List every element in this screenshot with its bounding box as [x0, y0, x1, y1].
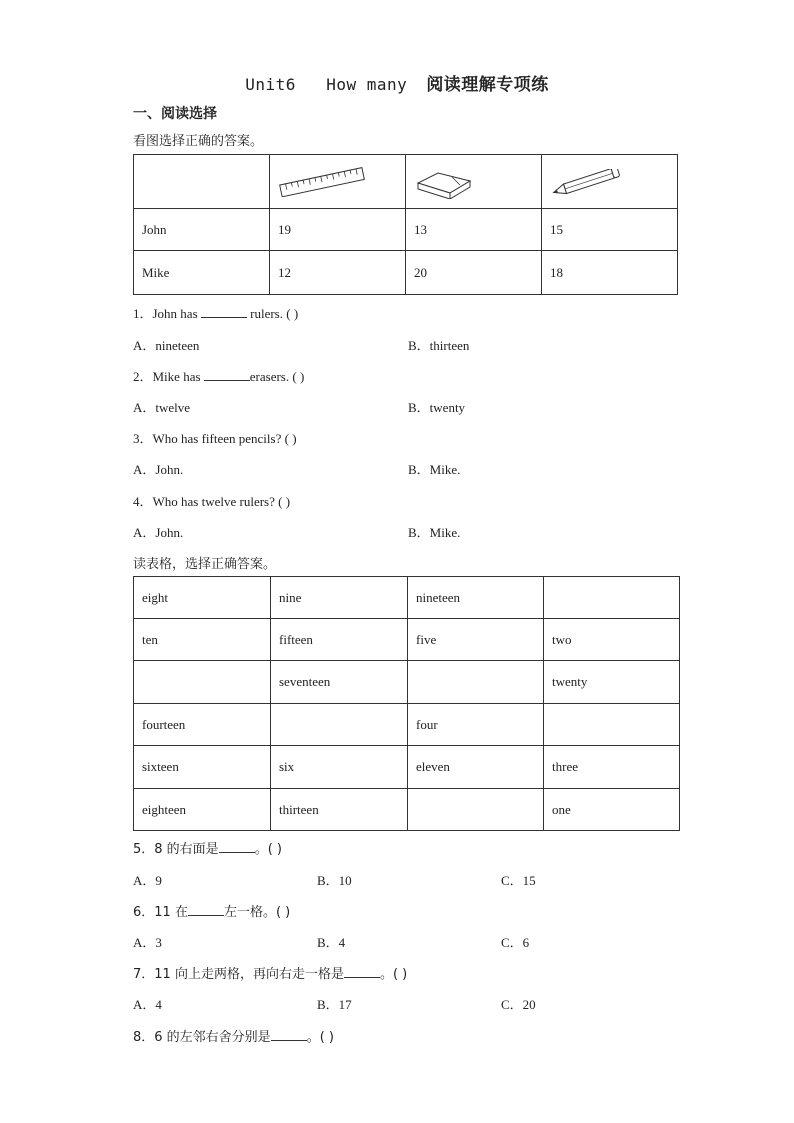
answer-blank[interactable]: [219, 841, 255, 853]
ruler-icon: [278, 167, 368, 197]
option-b[interactable]: B．17: [317, 997, 352, 1012]
option-a[interactable]: A．John.: [133, 525, 184, 540]
question-4: 4．Who has twelve rulers? ( ): [133, 494, 291, 509]
option-b[interactable]: B．Mike.: [408, 462, 461, 477]
table-row: [134, 704, 680, 746]
table-cell: [408, 789, 544, 831]
table-cell: four: [408, 704, 544, 746]
table-cell: John: [134, 209, 270, 251]
table-header-row: [134, 155, 678, 209]
table-cell: nineteen: [408, 577, 544, 619]
answer-blank[interactable]: [188, 904, 224, 916]
table-cell: eight: [134, 577, 271, 619]
option-a[interactable]: A．9: [133, 873, 162, 888]
answer-blank[interactable]: [344, 966, 380, 978]
table-cell: 12: [270, 251, 406, 295]
question-6: [133, 901, 290, 920]
question-text: 左一格。( ): [223, 905, 291, 920]
question-text: 。( ): [379, 967, 408, 982]
option-b[interactable]: B．twenty: [408, 400, 466, 415]
table-row: [134, 746, 680, 789]
table-cell: [406, 155, 542, 209]
table-cell: [134, 661, 271, 704]
table-cell: thirteen: [271, 789, 408, 831]
question-2: [133, 366, 304, 385]
table-cell: seventeen: [271, 661, 408, 704]
table-cell: 13: [406, 209, 542, 251]
table-cell: 20: [406, 251, 542, 295]
table-cell: [408, 661, 544, 704]
table-cell: eighteen: [134, 789, 271, 831]
pencil-icon: [550, 169, 622, 195]
table-cell: 19: [270, 209, 406, 251]
option-b[interactable]: B．10: [317, 873, 352, 888]
option-a[interactable]: A．twelve: [133, 400, 191, 415]
number-grid: [133, 576, 680, 831]
question-text: 。( ): [254, 842, 282, 857]
table-row: [134, 251, 678, 295]
table-cell: fourteen: [134, 704, 271, 746]
question-7: [133, 963, 407, 982]
option-b[interactable]: B．Mike.: [408, 525, 461, 540]
question-text: erasers. ( ): [249, 369, 305, 384]
table-cell: fifteen: [271, 619, 408, 661]
table-cell: nine: [271, 577, 408, 619]
section-heading: 一、阅读选择: [133, 106, 217, 122]
table-cell: sixteen: [134, 746, 271, 789]
answer-blank[interactable]: [201, 306, 247, 318]
question-text: 7．11 向上走两格，再向右走一格是: [133, 967, 344, 982]
question-text: 8．6 的左邻右舍分别是: [133, 1030, 271, 1045]
table-cell: five: [408, 619, 544, 661]
table-cell: ten: [134, 619, 271, 661]
table-cell: [544, 577, 680, 619]
table-cell: 15: [542, 209, 678, 251]
option-a[interactable]: A．nineteen: [133, 338, 200, 353]
part2-instruction: 读表格，选择正确答案。: [133, 557, 277, 572]
answer-blank[interactable]: [204, 369, 250, 381]
table-cell: six: [271, 746, 408, 789]
option-c[interactable]: C．15: [501, 873, 536, 888]
title-chinese: 阅读理解专项练: [426, 75, 549, 95]
table-cell: two: [544, 619, 680, 661]
table-cell: [544, 704, 680, 746]
table-cell: eleven: [408, 746, 544, 789]
title-english: Unit6 How many: [245, 75, 408, 94]
question-text: 1．John has: [133, 306, 198, 321]
table-cell: 18: [542, 251, 678, 295]
option-a[interactable]: A．3: [133, 935, 162, 950]
option-b[interactable]: B．4: [317, 935, 346, 950]
question-text: rulers. ( ): [250, 306, 299, 321]
table-cell: [270, 155, 406, 209]
counts-table: [133, 154, 678, 295]
option-c[interactable]: C．6: [501, 935, 530, 950]
answer-blank[interactable]: [271, 1029, 307, 1041]
question-text: 2．Mike has: [133, 369, 201, 384]
table-row: [134, 619, 680, 661]
table-cell: [134, 155, 270, 209]
eraser-icon: [414, 165, 474, 199]
question-text: 。( ): [306, 1030, 334, 1045]
option-b[interactable]: B．thirteen: [408, 338, 470, 353]
table-cell: three: [544, 746, 680, 789]
table-cell: [542, 155, 678, 209]
option-c[interactable]: C．20: [501, 997, 536, 1012]
table-cell: twenty: [544, 661, 680, 704]
question-8: [133, 1026, 334, 1045]
table-cell: Mike: [134, 251, 270, 295]
question-text: 6．11 在: [133, 905, 188, 920]
question-text: 5．8 的右面是: [133, 842, 219, 857]
page-title: [0, 70, 794, 95]
question-1: [133, 303, 298, 322]
option-a[interactable]: A．John.: [133, 462, 184, 477]
option-a[interactable]: A．4: [133, 997, 162, 1012]
question-3: 3．Who has fifteen pencils? ( ): [133, 431, 297, 446]
table-row: [134, 577, 680, 619]
part1-instruction: 看图选择正确的答案。: [133, 134, 264, 149]
table-row: [134, 209, 678, 251]
table-cell: [271, 704, 408, 746]
table-cell: one: [544, 789, 680, 831]
table-row: [134, 661, 680, 704]
table-row: [134, 789, 680, 831]
question-5: [133, 838, 282, 857]
